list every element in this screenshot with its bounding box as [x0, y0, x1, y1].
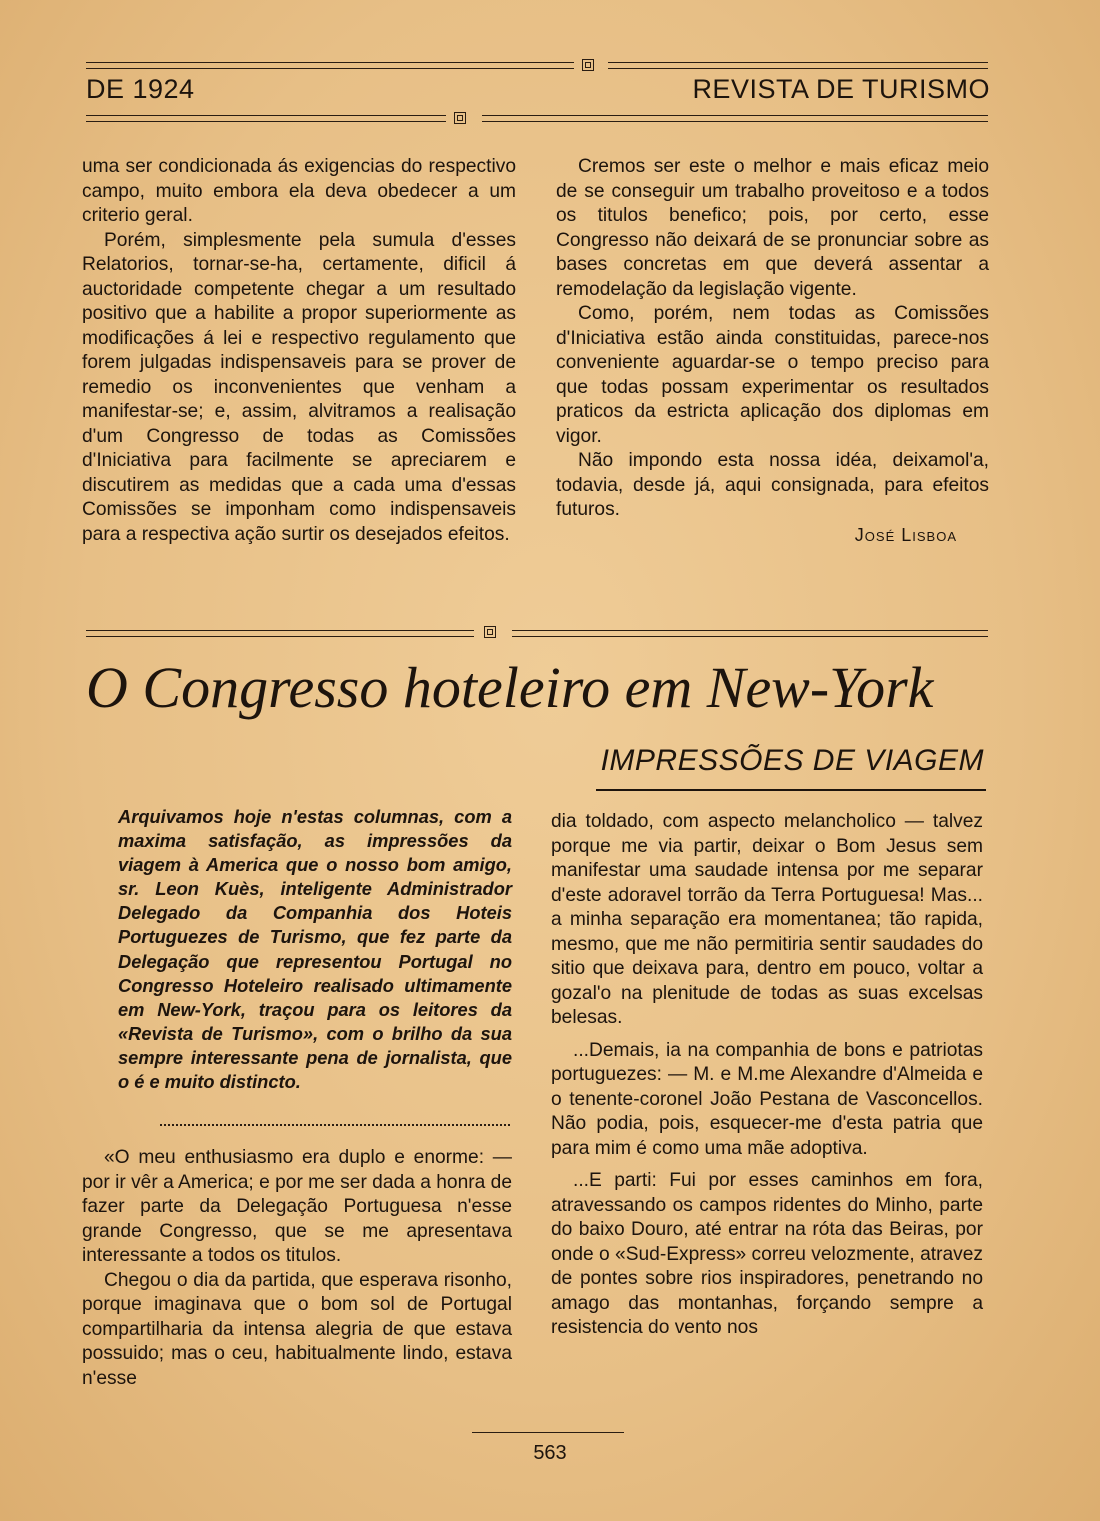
top-article-right-column	[556, 155, 989, 547]
paragraph: «O meu enthusiasmo era duplo e enorme: — por ir vêr a America; e por me ser dada a honra de fazer parte da Delegação Portuguesa n'esse grande Congresso, que se me apresentava interessante a todos os titulos.	[82, 1147, 512, 1266]
page-number: 563	[533, 1442, 567, 1464]
subtitle-underline	[596, 789, 986, 791]
ornament-icon	[454, 112, 466, 124]
article-right-column	[551, 810, 983, 1341]
paragraph: Porém, simplesmente pela sumula d'esses Relatorios, tornar-se-ha, certamente, dificil á auctoridade competente chegar a um resultado positivo que a habilite a propor superiormente as modificações á lei e respectivo regulamento que forem julgadas indispensaveis para se prover de remedio os inconvenientes que venham a manifestar-se; e, assim, alvitramos a realisação d'um Congresso de todas as Comissões d'Iniciativa para facilmente se apreciarem e discutirem as medidas que a cada uma d'essas Comissões se imponham como indispensaveis para a respectiva ação surtir os desejados efeitos.	[82, 229, 516, 545]
author-signature: José Lisboa	[854, 524, 957, 545]
paragraph: uma ser condicionada ás exigencias do respectivo campo, muito embora ela deva obedecer a um criterio geral.	[82, 156, 516, 226]
header-rule-top-right	[608, 62, 988, 69]
dotted-separator	[160, 1124, 510, 1126]
article-intro	[118, 805, 512, 1094]
header-rule-bottom-right	[482, 115, 988, 122]
running-head-left: DE 1924	[86, 74, 195, 104]
paragraph: Como, porém, nem todas as Comissões d'Iniciativa estão ainda constituidas, parece-nos conveniente aguardar-se o tempo preciso para que todas possam experimentar os resultados praticos da estricta aplicação dos diplomas em vigor.	[556, 303, 989, 447]
ornament-icon	[582, 59, 594, 71]
article-subtitle: IMPRESSÕES DE VIAGEM	[600, 744, 984, 777]
paragraph: ...Demais, ia na companhia de bons e patriotas portuguezes: — M. e M.me Alexandre d'Almeida e o tenente-coronel João Pestana de Vasconcellos. Não podia, pois, esquecer-me d'esta patria que para mim é como uma mãe adoptiva.	[551, 1039, 983, 1159]
section-rule-left	[86, 630, 474, 637]
article-title: O Congresso hoteleiro em New-York	[86, 655, 934, 720]
paragraph: ...E parti: Fui por esses caminhos em fora, atravessando os campos ridentes do Minho, parte do baixo Douro, até entrar na róta das Beiras, por onde o «Sud-Express» correu velozmente, atravez de pontes sobre rios inspiradores, penetrando no amago das montanhas, forçando sempre a resistencia do vento nos	[551, 1170, 983, 1338]
running-head-right: REVISTA DE TURISMO	[692, 74, 990, 104]
top-article-left-column	[82, 155, 516, 547]
footer-rule	[472, 1432, 624, 1433]
intro-text: Arquivamos hoje n'estas columnas, com a maxima satisfação, as impressões da viagem à America que o nosso bom amigo, sr. Leon Kuès, inteligente Administrador Delegado da Companhia dos Hoteis Portuguezes de Turismo, que fez parte da Delegação que representou Portugal no Congresso Hoteleiro realisado ultimamente em New-York, traçou para os leitores da «Revista de Turismo», com o brilho da sua sempre interessante pena de jornalista, que o é e muito distincto.	[118, 806, 512, 1093]
header-rule-top-left	[86, 62, 574, 69]
paragraph: Chegou o dia da partida, que esperava risonho, porque imaginava que o bom sol de Portugal compartilharia da intensa alegria de que estava possuido; mas o ceu, habitualmente lindo, estava n'esse	[82, 1269, 512, 1389]
ornament-icon	[484, 626, 496, 638]
paragraph: Não impondo esta nossa idéa, deixamol'a, todavia, desde já, aqui consignada, para efeitos futuros.	[556, 450, 989, 520]
header-rule-bottom-left	[86, 115, 446, 122]
article-left-column	[82, 1146, 512, 1391]
section-rule-right	[512, 630, 988, 637]
paragraph: dia toldado, com aspecto melancholico — talvez porque me via partir, deixar o Bom Jesus sem manifestar uma saudade intensa por me separar d'este adoravel torrão da Terra Portuguesa! Mas... a minha separação era momentanea; tão rapida, mesmo, que me não permitiria sentir saudades do sitio que deixava para, dentro em pouco, voltar a gozal'o na plenitude de todas as suas excelsas belesas.	[551, 811, 983, 1028]
paragraph: Cremos ser este o melhor e mais eficaz meio de se conseguir um trabalho proveitoso e a todos os titulos benefico; pois, por certo, esse Congresso não deixará de se pronunciar sobre as bases concretas em que deverá assentar a remodelação da legislação vigente.	[556, 156, 989, 300]
